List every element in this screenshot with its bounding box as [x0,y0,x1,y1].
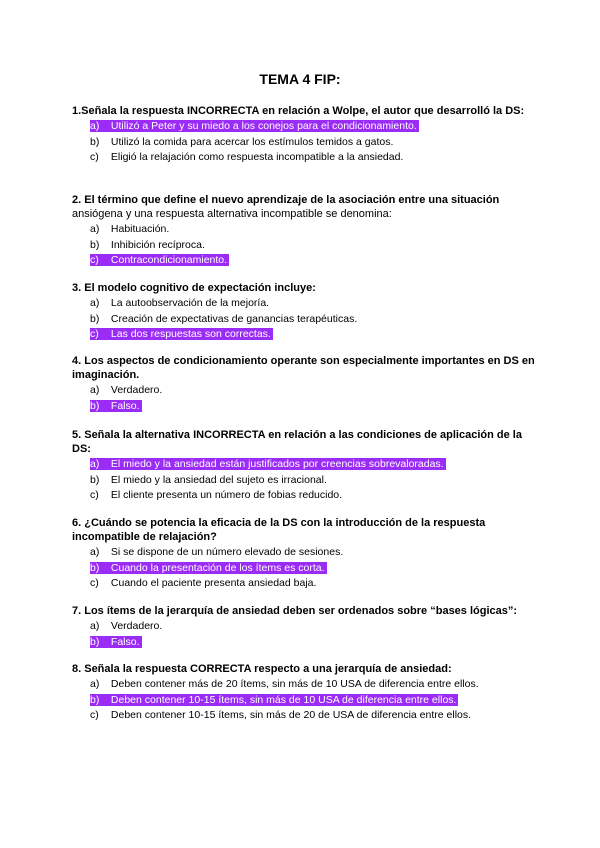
option-letter: a) [90,678,100,690]
question-4 [72,354,542,414]
option-letter: b) [90,135,100,148]
question-stem-bold: 7. Los ítems de la jerarquía de ansiedad deben ser ordenados sobre “bases lógicas”: [72,605,518,617]
option-text: Deben contener más de 20 ítems, sin más de 10 USA de diferencia entre ellos. [108,678,479,690]
answer-option [72,238,542,254]
option-text: Deben contener 10-15 ítems, sin más de 10 USA de diferencia entre ellos. [108,693,457,706]
option-list [72,545,542,592]
question-8 [72,662,542,724]
option-text: Verdadero. [108,384,163,396]
option-letter: c) [90,709,99,721]
question-stem-bold: 1.Señala la respuesta INCORRECTA en relación a Wolpe, el autor que desarrolló la DS: [72,105,525,117]
option-text: Eligió la relajación como respuesta incompatible a la ansiedad. [108,151,404,163]
question-stem [72,662,542,676]
answer-option-highlighted [72,635,542,651]
answer-option [72,708,542,724]
question-stem [72,104,542,118]
option-text: Cuando la presentación de los ítems es corta. [108,561,325,574]
question-6 [72,516,542,592]
option-letter: a) [90,546,100,558]
question-stem [72,354,542,382]
option-letter: a) [90,620,100,632]
option-text: Creación de expectativas de ganancias terapéuticas. [108,312,358,325]
option-letter: b) [90,693,100,706]
question-stem-bold: 5. Señala la alternativa INCORRECTA en relación a las condiciones de aplicación de la DS: [72,429,522,455]
highlight-mark [90,458,446,470]
highlight-mark [90,636,142,648]
option-letter: a) [90,120,100,132]
question-stem [72,281,542,295]
option-letter: b) [90,312,100,325]
option-letter: b) [90,473,100,486]
question-1 [72,104,542,166]
option-text: Las dos respuestas son correctas. [108,328,271,340]
question-7 [72,604,542,650]
option-list [72,457,542,504]
option-list [72,677,542,724]
question-stem-bold: 8. Señala la respuesta CORRECTA respecto a una jerarquía de ansiedad: [72,663,452,675]
option-letter: c) [90,254,99,266]
answer-option-highlighted [72,693,542,709]
option-letter: b) [90,399,100,412]
option-letter: c) [90,328,99,340]
question-stem-bold: 4. Los aspectos de condicionamiento operante son especialmente importantes en DS en imaginación. [72,355,535,381]
option-letter: c) [90,151,99,163]
answer-option [72,135,542,151]
answer-option [72,473,542,489]
option-text: Deben contener 10-15 ítems, sin más de 20 de USA de diferencia entre ellos. [108,709,472,721]
answer-option [72,488,542,504]
question-5 [72,428,542,504]
answer-option-highlighted [72,327,542,343]
answer-option-highlighted [72,561,542,577]
question-stem [72,604,542,618]
option-text: El cliente presenta un número de fobias reducido. [108,489,343,501]
option-list [72,619,542,650]
question-stem-bold: 2. El término que define el nuevo aprendizaje de la asociación entre una situación [72,194,500,206]
question-stem [72,193,542,221]
option-text: Cuando el paciente presenta ansiedad baja. [108,577,317,589]
option-letter: a) [90,223,100,235]
answer-option [72,383,542,399]
option-letter: b) [90,561,100,574]
option-text: Utilizó a Peter y su miedo a los conejos para el condicionamiento. [108,120,417,132]
question-3 [72,281,542,343]
option-text: La autoobservación de la mejoría. [108,297,270,309]
option-list [72,222,542,269]
option-letter: b) [90,238,100,251]
question-2 [72,193,542,269]
option-text: El miedo y la ansiedad están justificados por creencias sobrevaloradas. [108,458,444,470]
highlight-mark [90,120,419,132]
answer-option [72,619,542,635]
option-list [72,383,542,414]
highlight-mark [90,254,229,266]
option-text: El miedo y la ansiedad del sujeto es irracional. [108,473,327,486]
question-stem [72,516,542,544]
answer-option [72,576,542,592]
option-letter: a) [90,297,100,309]
highlight-mark [90,562,327,574]
answer-option-highlighted [72,399,542,415]
answer-option-highlighted [72,457,542,473]
option-text: Falso. [108,635,140,648]
option-letter: a) [90,458,100,470]
option-text: Si se dispone de un número elevado de sesiones. [108,546,344,558]
answer-option [72,677,542,693]
highlight-mark [90,400,142,412]
option-letter: a) [90,384,100,396]
question-stem-bold: 3. El modelo cognitivo de expectación incluye: [72,282,316,294]
answer-option [72,296,542,312]
highlight-mark [90,328,273,340]
option-text: Habituación. [108,223,170,235]
answer-option-highlighted [72,119,542,135]
highlight-mark [90,694,458,706]
option-list [72,296,542,343]
question-stem-bold: 6. ¿Cuándo se potencia la eficacia de la DS con la introducción de la respuesta incompatible de relajación? [72,517,486,543]
question-stem-normal: ansiógena y una respuesta alternativa incompatible se denomina: [72,208,392,220]
option-letter: c) [90,577,99,589]
option-text: Utilizó la comida para acercar los estímulos temidos a gatos. [108,135,394,148]
answer-option [72,150,542,166]
page-title: TEMA 4 FIP: [259,71,341,87]
answer-option [72,545,542,561]
option-text: Inhibición recíproca. [108,238,205,251]
question-stem [72,428,542,456]
option-list [72,119,542,166]
option-text: Verdadero. [108,620,163,632]
answer-option [72,312,542,328]
option-letter: c) [90,489,99,501]
option-text: Falso. [108,399,140,412]
option-text: Contracondicionamiento. [108,254,228,266]
option-letter: b) [90,635,100,648]
answer-option [72,222,542,238]
answer-option-highlighted [72,253,542,269]
